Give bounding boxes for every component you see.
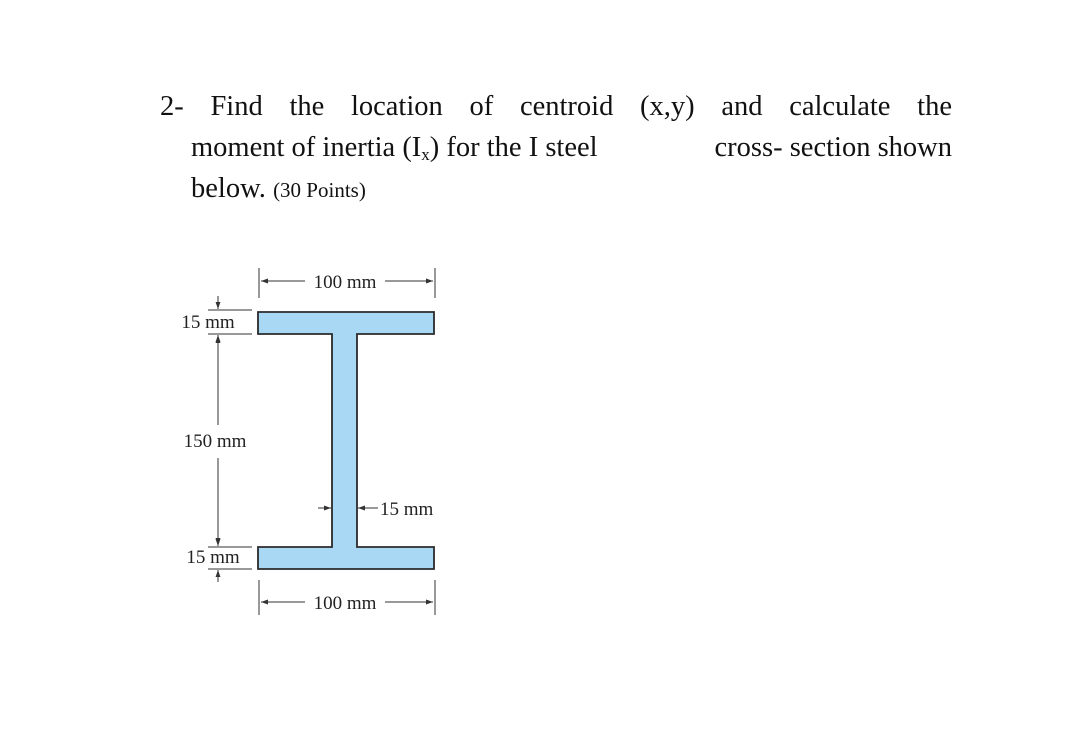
- bottom-width-dimension: [259, 580, 435, 615]
- bottom-flange-label: 15 mm: [186, 547, 240, 568]
- i-beam-section: [258, 312, 434, 569]
- web-height-label: 150 mm: [183, 431, 247, 452]
- bottom-flange-dimension: [186, 535, 252, 582]
- question-word: (x,y): [640, 91, 695, 122]
- question-word: centroid: [519, 91, 614, 122]
- question-word: location: [350, 91, 443, 122]
- question-word: calculate: [789, 91, 891, 122]
- web-thickness-label: 15 mm: [380, 499, 434, 520]
- points-label: (30 Points): [273, 178, 366, 202]
- question-fragment: moment of inertia $(I_x)$ for the I steel: [191, 132, 598, 164]
- bottom-width-label: 100 mm: [313, 593, 377, 614]
- question-fragment: cross- section shown: [714, 132, 952, 163]
- top-flange-label: 15 mm: [181, 312, 235, 333]
- subscript-x: x: [421, 145, 430, 164]
- top-width-label: 100 mm: [313, 272, 377, 293]
- question-word: of: [469, 91, 494, 122]
- question-word: and: [721, 91, 763, 122]
- question-fragment: below.: [191, 173, 266, 204]
- question-number: 2-: [160, 91, 184, 122]
- top-width-dimension: [259, 268, 435, 298]
- top-flange-dimension: [181, 296, 252, 346]
- question-word: Find: [210, 91, 263, 122]
- web-height-dimension: [184, 336, 247, 545]
- question-word: the: [289, 91, 325, 122]
- question-word: the: [917, 91, 952, 122]
